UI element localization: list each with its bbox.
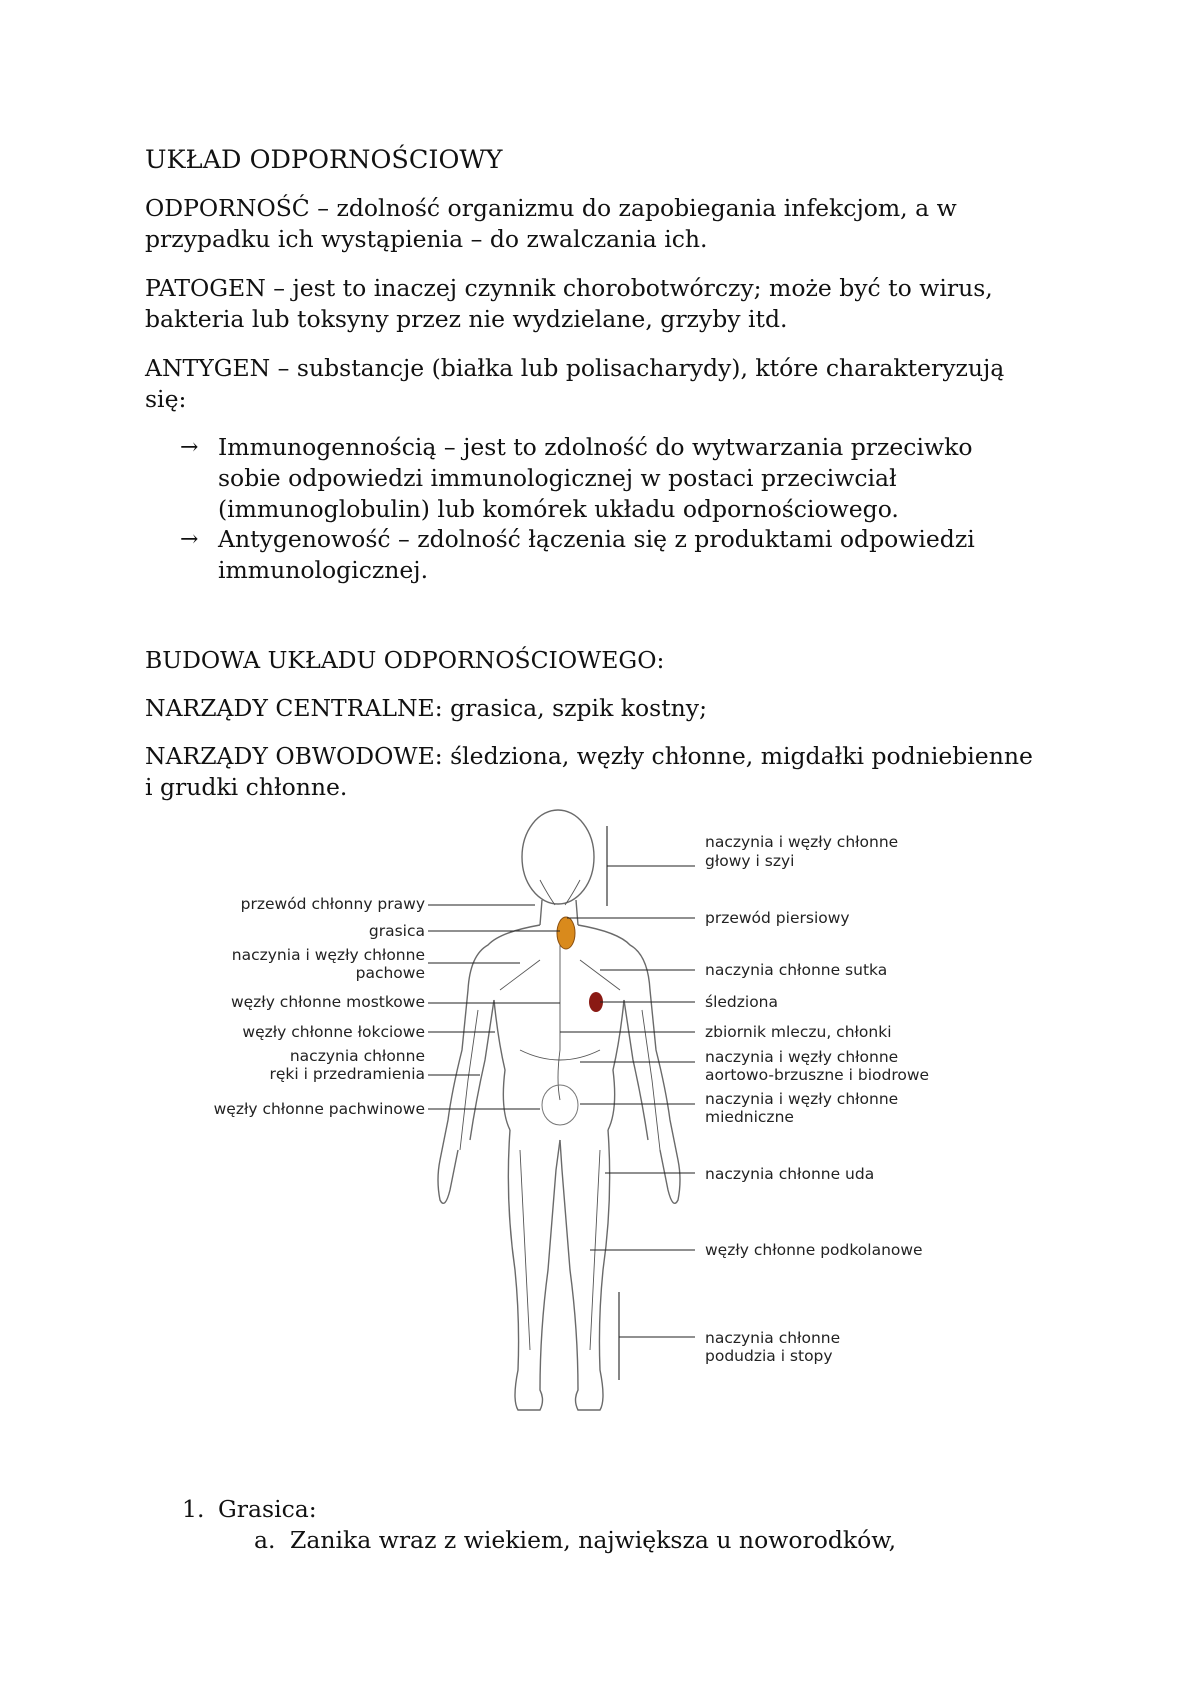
bullet-1-line1: Immunogennością – jest to zdolność do wytwarzania przeciwko xyxy=(218,433,973,461)
label-glowy-line1: naczynia i węzły chłonne xyxy=(705,833,899,851)
narzady-obwodowe-line2: i grudki chłonne. xyxy=(145,773,348,801)
bullet-2-line2: immunologicznej. xyxy=(218,556,429,584)
arrow-bullet-icon: → xyxy=(180,527,199,552)
label-pachwinowe: węzły chłonne pachwinowe xyxy=(213,1100,425,1118)
list-number-1: 1. xyxy=(182,1495,205,1523)
bullet-1-line3: (immunoglobulin) lub komórek układu odpornościowego. xyxy=(218,495,899,523)
label-mostkowe: węzły chłonne mostkowe xyxy=(230,993,425,1011)
right-leader-lines xyxy=(560,826,695,1380)
bullet-1-line2: sobie odpowiedzi immunologicznej w postaci przeciwciał xyxy=(218,464,897,492)
label-miedniczne-line2: miedniczne xyxy=(705,1108,794,1126)
label-zbiornik: zbiornik mleczu, chłonki xyxy=(705,1023,892,1041)
def-antygen-line2: się: xyxy=(145,385,187,413)
body-outline xyxy=(438,810,680,1410)
list-subitem-a: Zanika wraz z wiekiem, największa u noworodków, xyxy=(290,1526,897,1554)
label-pachowe-line2: pachowe xyxy=(355,964,425,982)
label-podkolanowe: węzły chłonne podkolanowe xyxy=(705,1241,923,1259)
list-letter-a: a. xyxy=(254,1526,276,1554)
label-sutka: naczynia chłonne sutka xyxy=(705,961,888,979)
thymus-organ xyxy=(557,917,575,949)
label-glowy-line2: głowy i szyi xyxy=(705,852,795,870)
label-aortowo-line1: naczynia i węzły chłonne xyxy=(705,1048,899,1066)
label-podudzia-line1: naczynia chłonne xyxy=(705,1329,841,1347)
label-uda: naczynia chłonne uda xyxy=(705,1165,875,1183)
lymph-vessels xyxy=(460,880,660,1350)
bullet-2-line1: Antygenowość – zdolność łączenia się z produktami odpowiedzi xyxy=(218,525,975,553)
label-przewod-chlonny-prawy: przewód chłonny prawy xyxy=(240,895,425,913)
def-antygen-line1: ANTYGEN – substancje (białka lub polisacharydy), które charakteryzują xyxy=(145,354,1005,382)
list-item-grasica: Grasica: xyxy=(218,1495,317,1523)
narzady-obwodowe-line1: NARZĄDY OBWODOWE: śledziona, węzły chłonne, migdałki podniebienne xyxy=(145,742,1033,770)
def-odpornosc-line1: ODPORNOŚĆ – zdolność organizmu do zapobiegania infekcjom, a w xyxy=(145,194,957,222)
narzady-centralne: NARZĄDY CENTRALNE: grasica, szpik kostny; xyxy=(145,694,708,722)
spleen-organ xyxy=(589,992,603,1012)
section-heading: BUDOWA UKŁADU ODPORNOŚCIOWEGO: xyxy=(145,646,665,674)
left-leader-lines xyxy=(428,905,560,1109)
def-patogen-line2: bakteria lub toksyny przez nie wydzielane, grzyby itd. xyxy=(145,305,788,333)
def-patogen-line1: PATOGEN – jest to inaczej czynnik chorobotwórczy; może być to wirus, xyxy=(145,274,993,302)
arrow-bullet-icon: → xyxy=(180,435,199,460)
label-reki-line1: naczynia chłonne xyxy=(289,1047,425,1065)
label-przewod-piersiowy: przewód piersiowy xyxy=(705,909,850,927)
def-odpornosc-line2: przypadku ich wystąpienia – do zwalczania ich. xyxy=(145,225,708,253)
label-pachowe-line1: naczynia i węzły chłonne xyxy=(231,946,425,964)
label-podudzia-line2: podudzia i stopy xyxy=(705,1347,833,1365)
label-sledziona: śledziona xyxy=(705,993,779,1011)
label-reki-line2: ręki i przedramienia xyxy=(269,1065,425,1083)
label-aortowo-line2: aortowo-brzuszne i biodrowe xyxy=(705,1066,930,1084)
label-miedniczne-line1: naczynia i węzły chłonne xyxy=(705,1090,899,1108)
label-grasica: grasica xyxy=(368,922,425,940)
page-title: UKŁAD ODPORNOŚCIOWY xyxy=(145,145,503,175)
label-lokciowe: węzły chłonne łokciowe xyxy=(242,1023,425,1041)
